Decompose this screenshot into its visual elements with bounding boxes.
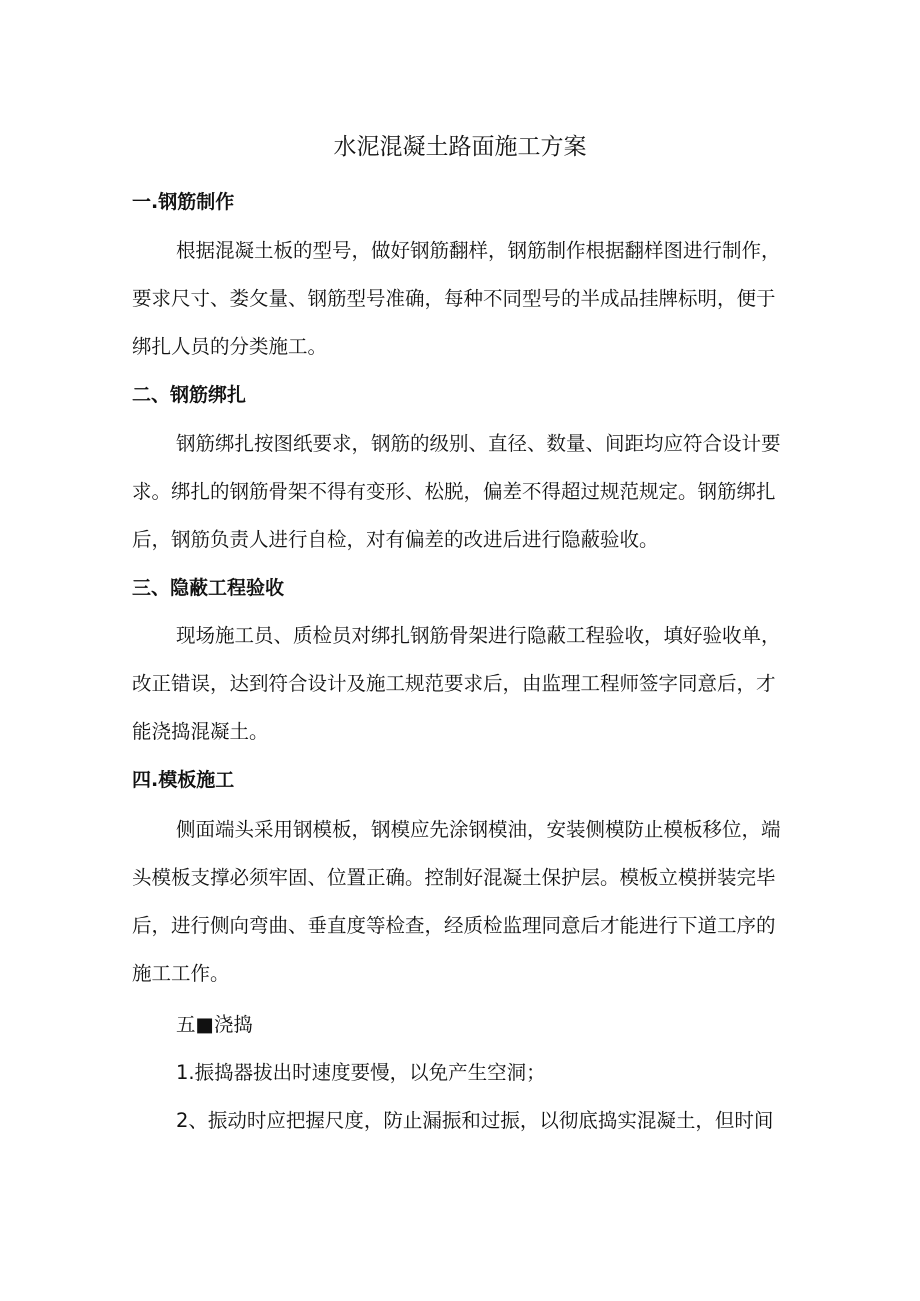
section-heading-4: 四.模板施工 bbox=[132, 769, 235, 791]
document-title: 水泥混凝土路面施工方案 bbox=[333, 134, 587, 160]
section-heading-1: 一.钢筋制作 bbox=[132, 191, 235, 213]
paragraph-line: 钢筋绑扎按图纸要求，钢筋的级别、直径、数量、间距均应符合设计要 bbox=[176, 432, 781, 455]
section-heading-5: 五■浇捣 bbox=[176, 1013, 253, 1036]
paragraph-line: 根据混凝土板的型号，做好钢筋翻样，钢筋制作根据翻样图进行制作， bbox=[176, 239, 781, 262]
paragraph-line: 侧面端头采用钢模板，钢模应先涂钢模油，安装侧模防止模板移位，端 bbox=[176, 818, 781, 841]
list-item: 1.振捣器拔出时速度要慢，以免产生空洞； bbox=[176, 1061, 546, 1084]
paragraph-line: 现场施工员、质检员对绑扎钢筋骨架进行隐蔽工程验收，填好验收单， bbox=[176, 624, 781, 647]
paragraph-line: 后，钢筋负责人进行自检，对有偏差的改进后进行隐蔽验收。 bbox=[132, 528, 659, 551]
paragraph-line: 头模板支撑必须牢固、位置正确。控制好混凝土保护层。模板立模拼装完毕 bbox=[132, 866, 776, 889]
paragraph-line: 能浇捣混凝土。 bbox=[132, 720, 269, 743]
paragraph-line: 施工工作。 bbox=[132, 962, 230, 985]
paragraph-line: 求。绑扎的钢筋骨架不得有变形、松脱，偏差不得超过规范规定。钢筋绑扎 bbox=[132, 480, 776, 503]
list-item: 2、振动时应把握尺度，防止漏振和过振，以彻底捣实混凝土，但时间 bbox=[176, 1109, 774, 1132]
paragraph-line: 要求尺寸、娄攵量、钢筋型号准确，每种不同型号的半成品挂牌标明，便于 bbox=[132, 287, 776, 310]
paragraph-line: 改正错误，达到符合设计及施工规范要求后，由监理工程师签字同意后，才 bbox=[132, 672, 776, 695]
paragraph-line: 后，进行侧向弯曲、垂直度等检查，经质检监理同意后才能进行下道工序的 bbox=[132, 914, 776, 937]
section-heading-2: 二、钢筋绑扎 bbox=[132, 384, 247, 406]
paragraph-line: 绑扎人员的分类施工。 bbox=[132, 335, 328, 358]
section-heading-3: 三、隐蔽工程验收 bbox=[132, 577, 285, 599]
